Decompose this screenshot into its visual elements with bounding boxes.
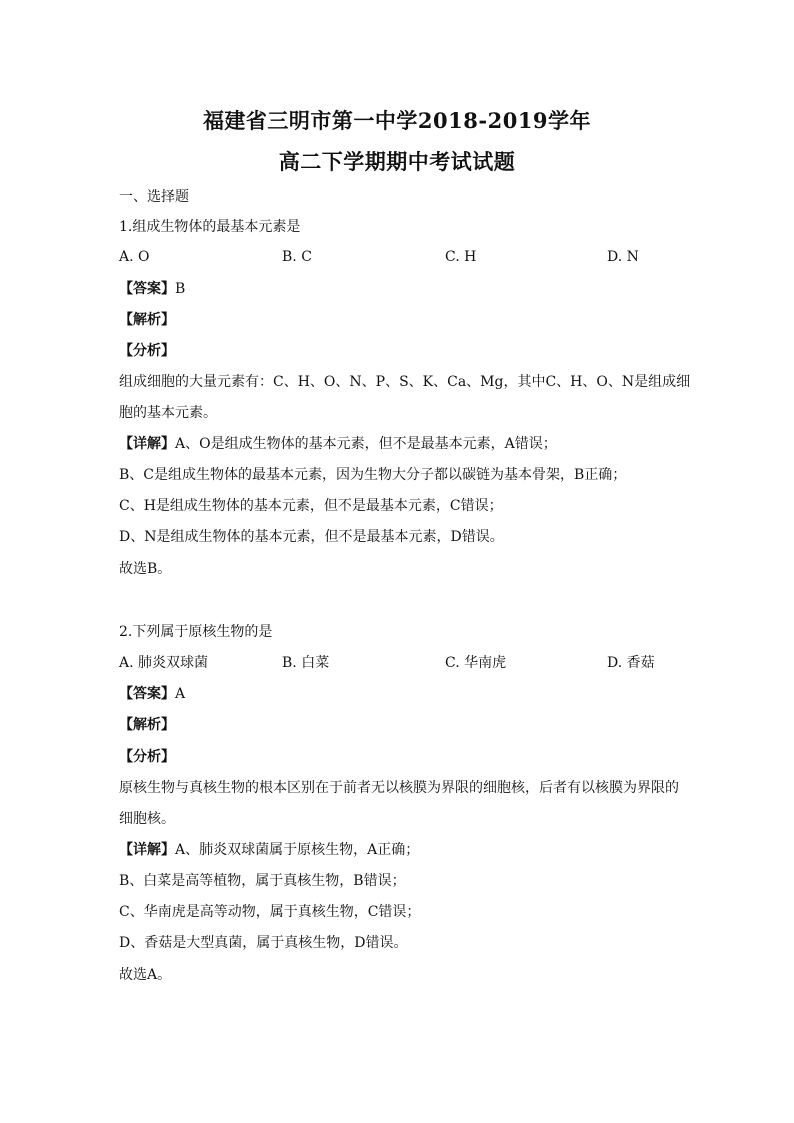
q2-option-b: B. 白菜: [282, 655, 330, 671]
q1-detail-text1: A、O是组成生物体的基本元素，但不是最基本元素，A错误；: [175, 436, 557, 452]
q2-detail-line1: [119, 841, 419, 859]
q2-stem: 2.下列属于原核生物的是: [119, 624, 273, 640]
q2-detail-label: 【详解】: [119, 842, 175, 858]
q2-conclusion: 故选A。: [119, 967, 172, 983]
q2-answer: [119, 685, 185, 703]
q1-answer-value: B: [175, 281, 186, 297]
q1-analysis-line2: 胞的基本元素。: [119, 405, 217, 421]
q2-jiexi-label: 【解析】: [119, 717, 175, 733]
q1-detail-line3: C、H是组成生物体的基本元素，但不是最基本元素，C错误；: [119, 498, 503, 514]
document-title-line2: 高二下学期期中考试试题: [278, 149, 516, 174]
document-title-line1: 福建省三明市第一中学2018-2019学年: [202, 108, 592, 133]
q1-jiexi-label: 【解析】: [119, 312, 175, 328]
section-heading: 一、选择题: [119, 189, 189, 205]
q1-detail-label: 【详解】: [119, 436, 175, 452]
q1-conclusion: 故选B。: [119, 561, 172, 577]
q2-analysis-line1: 原核生物与真核生物的根本区别在于前者无以核膜为界限的细胞核，后者有以核膜为界限的: [119, 780, 679, 796]
q1-answer: [119, 280, 185, 298]
q2-detail-line2: B、白菜是高等植物，属于真核生物，B错误；: [119, 873, 406, 889]
q2-answer-value: A: [175, 686, 186, 702]
q2-detail-text1: A、肺炎双球菌属于原核生物，A正确；: [175, 842, 420, 858]
q2-option-a: A. 肺炎双球菌: [119, 655, 209, 671]
q1-analysis-line1: 组成细胞的大量元素有：C、H、O、N、P、S、K、Ca、Mg，其中C、H、O、N是组成细: [119, 374, 691, 390]
q1-detail-line4: D、N是组成生物体的基本元素，但不是最基本元素，D错误。: [119, 529, 504, 545]
q2-detail-line3: C、华南虎是高等动物，属于真核生物，C错误；: [119, 904, 421, 920]
q2-analysis-line2: 细胞核。: [119, 811, 175, 827]
q1-option-d: D. N: [607, 249, 639, 265]
q1-detail-line1: [119, 435, 557, 453]
q2-option-c: C. 华南虎: [445, 655, 507, 671]
q1-option-b: B. C: [282, 249, 312, 265]
q1-detail-line2: B、C是组成生物体的最基本元素，因为生物大分子都以碳链为基本骨架，B正确；: [119, 467, 627, 483]
q1-stem: 1.组成生物体的最基本元素是: [119, 219, 301, 235]
q1-option-c: C. H: [445, 249, 477, 265]
q1-answer-label: 【答案】: [119, 281, 175, 297]
q2-fenxi-label: 【分析】: [119, 749, 175, 765]
q1-fenxi-label: 【分析】: [119, 343, 175, 359]
q2-option-d: D. 香菇: [607, 655, 655, 671]
q1-option-a: A. O: [119, 249, 150, 265]
q2-detail-line4: D、香菇是大型真菌，属于真核生物，D错误。: [119, 935, 408, 951]
q2-answer-label: 【答案】: [119, 686, 175, 702]
